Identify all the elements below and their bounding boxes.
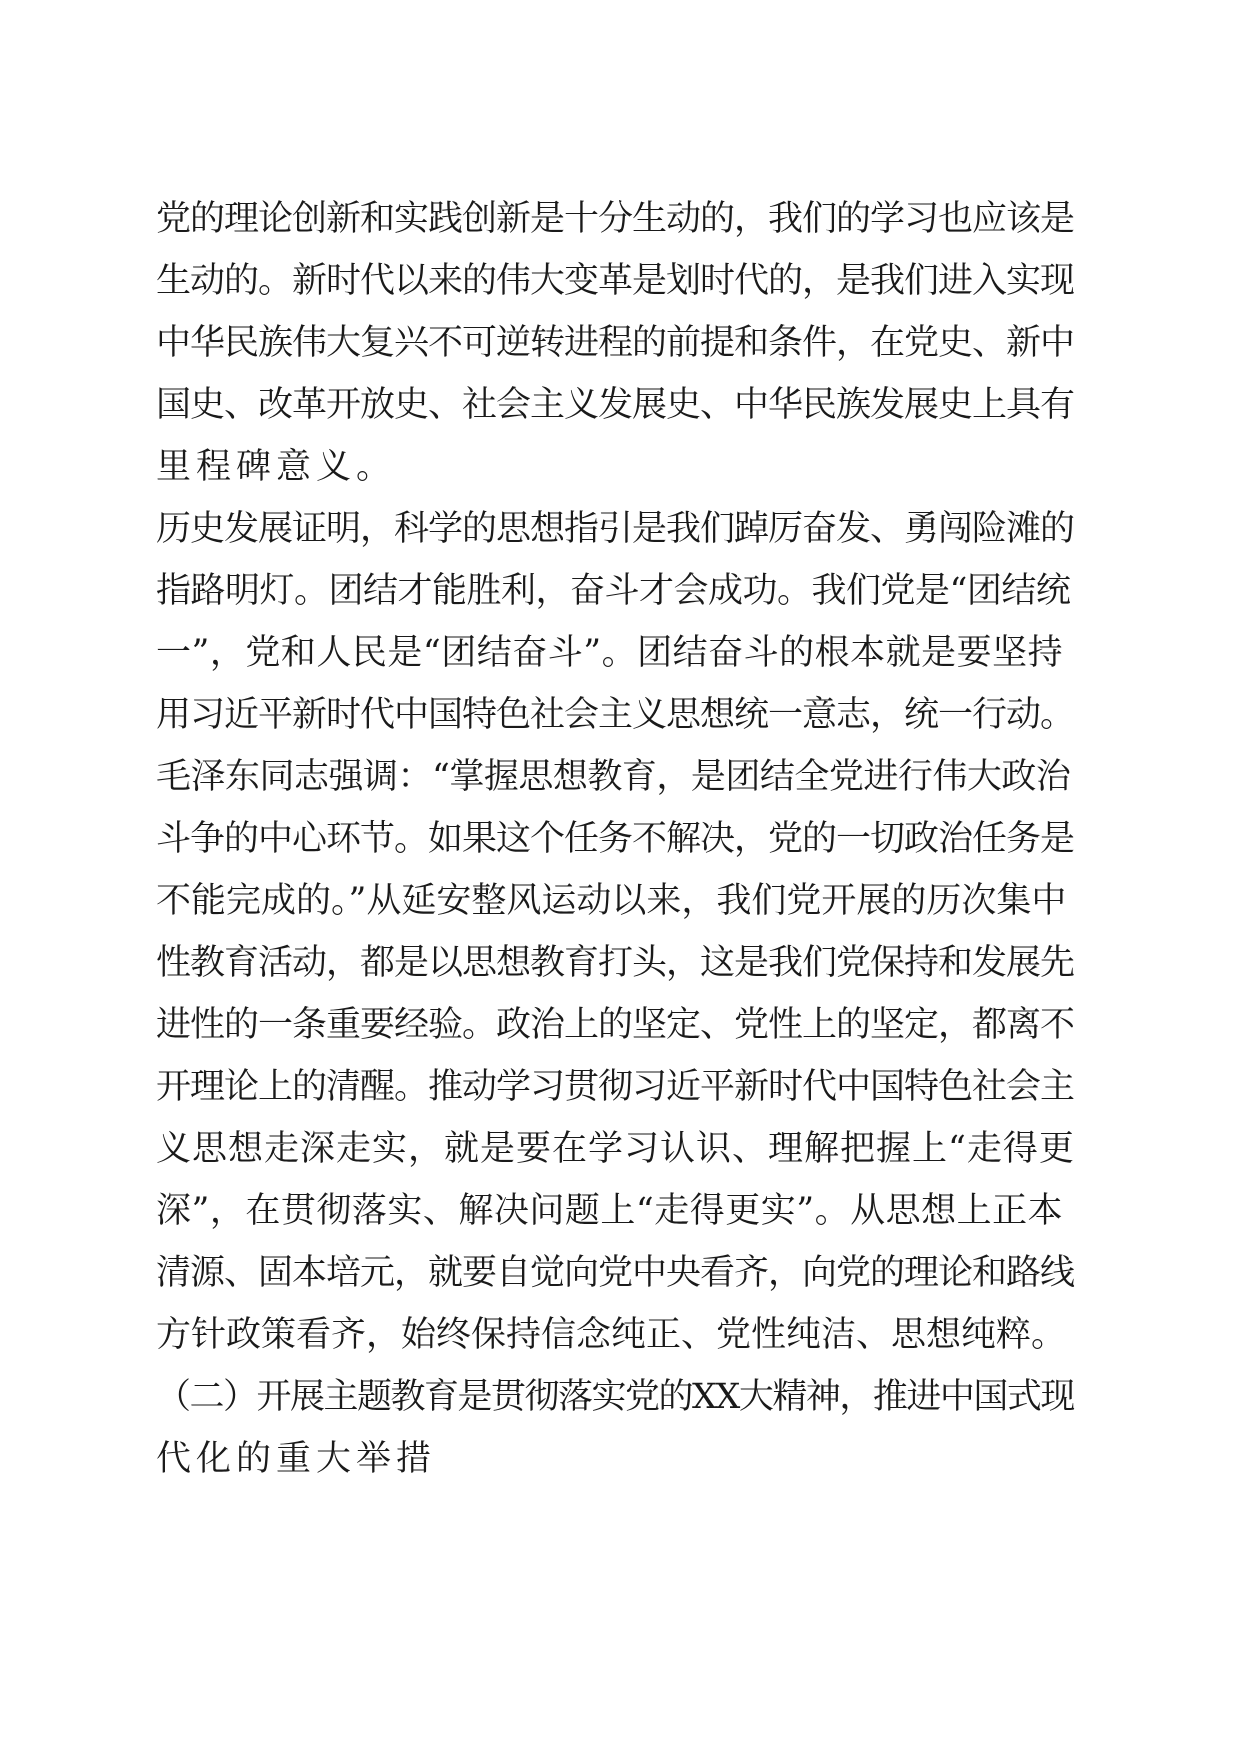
text-line: 清源、固本培元，就要自觉向党中央看齐，向党的理论和路线 [156,1253,1075,1293]
text-line: 义思想走深走实，就是要在学习认识、理解把握上“走得更 [156,1129,1075,1169]
text-line: 深”，在贯彻落实、解决问题上“走得更实”。从思想上正本 [156,1191,1064,1231]
text-line: 党的理论创新和实践创新是十分生动的，我们的学习也应该是 [156,199,1075,239]
text-line: 进性的一条重要经验。政治上的坚定、党性上的坚定，都离不 [156,1005,1075,1045]
section-heading [156,1366,1076,1490]
text-line: 用习近平新时代中国特色社会主义思想统一意志，统一行动。 [156,695,1075,735]
text-line: 国史、改革开放史、社会主义发展史、中华民族发展史上具有 [156,385,1075,425]
text-line: 里程碑意义。 [156,447,397,487]
text-line: 毛泽东同志强调：“掌握思想教育，是团结全党进行伟大政治 [156,757,1071,797]
text-line: 中华民族伟大复兴不可逆转进程的前提和条件，在党史、新中 [156,323,1075,363]
text-line: 一”，党和人民是“团结奋斗”。团结奋斗的根本就是要坚持 [156,633,1064,673]
text-line: 历史发展证明，科学的思想指引是我们踔厉奋发、勇闯险滩的 [156,509,1075,549]
text-line: 方针政策看齐，始终保持信念纯正、党性纯洁、思想纯粹。 [156,1315,1067,1355]
text-line: 不能完成的。”从延安整风运动以来，我们党开展的历次集中 [156,881,1067,921]
text-line: 开理论上的清醒。推动学习贯彻习近平新时代中国特色社会主 [156,1067,1075,1107]
text-line: 斗争的中心环节。如果这个任务不解决，党的一切政治任务是 [156,819,1075,859]
text-line: 生动的。新时代以来的伟大变革是划时代的，是我们进入实现 [156,261,1075,301]
text-line: 指路明灯。团结才能胜利，奋斗才会成功。我们党是“团结统 [156,571,1071,611]
paragraph-1 [156,188,1076,498]
text-line: 性教育活动，都是以思想教育打头，这是我们党保持和发展先 [156,943,1075,983]
heading-line: （二）开展主题教育是贯彻落实党的XX大精神，推进中国式现 [156,1377,1074,1417]
paragraph-2 [156,498,1076,1366]
document-body [156,188,1076,1490]
heading-line: 代化的重大举措 [156,1439,437,1479]
